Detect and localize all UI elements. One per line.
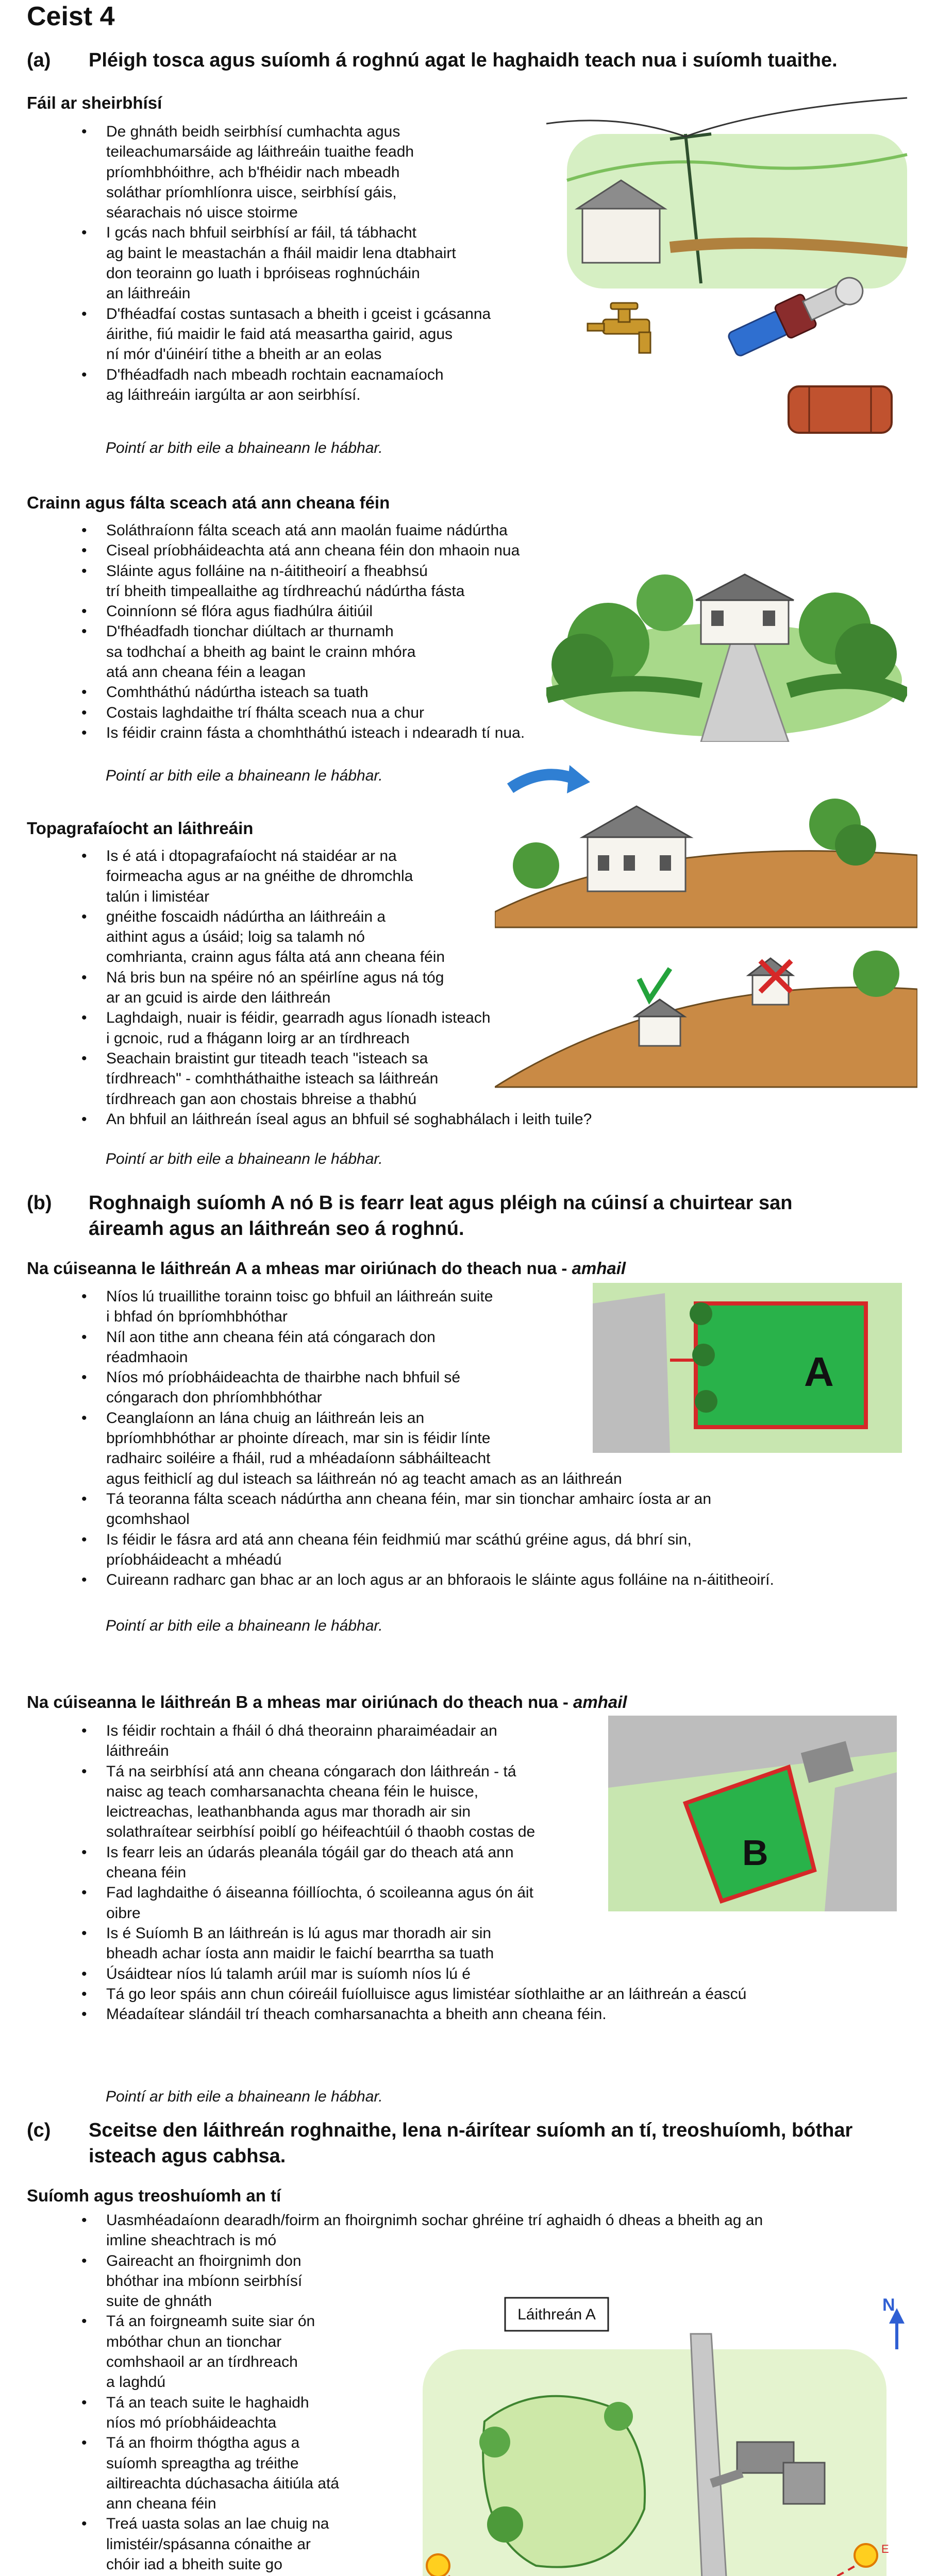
list-item: • I gcás nach bhfuil seirbhísí ar fáil, tá tábhacht ag baint le meastachán a fháil maidir lena dtabhairt don teorainn go luath i bpróiseas roghnúcháin an láithreáin [76, 223, 571, 303]
list-item: • Ceanglaíonn an lána chuig an láithreán leis an bpríomhbhóthar ar phointe díreach, mar sin is féidir línte radhairc soiléire a fháil, rud a mhéadaíonn sábháilteacht agus feithiclí ag dul isteach sa láithreán nó ag teacht amach as an láithreán [76, 1408, 875, 1489]
services-list [76, 122, 571, 405]
list-item: • Úsáidtear níos lú talamh arúil mar is suíomh níos lú é [76, 1964, 875, 1984]
topo-title: Topagrafaíocht an láithreáin [27, 819, 254, 838]
services-note: Pointí ar bith eile a bhaineann le hábhar. [106, 439, 383, 456]
list-item: • Treá uasta solas an lae chuig na limistéir/spásanna cónaithe ar chóir iad a bheith suite go [76, 2514, 875, 2576]
topography-illustration [495, 757, 917, 1128]
list-item: • De ghnáth beidh seirbhísí cumhachta agus teileachumarsáide ag láithreáin tuaithe feadh príomhbhóithre, ach b'fhéidir nach mbeadh soláthar príomhlíonra uisce, seirbhísí gáis, séarachais nó uisce stoirme [76, 122, 571, 223]
list-item: • D'fhéadfadh nach mbeadh rochtain eacnamaíoch ag láithreáin iargúlta ar aon seirbhísí. [76, 365, 571, 405]
list-item: • Ciseal príobháideachta atá ann cheana féin don mhaoin nua [76, 540, 839, 561]
site-a-map [593, 1283, 902, 1453]
list-item: • Coinníonn sé flóra agus fiadhúlra áitiúil [76, 601, 839, 621]
list-item: • Uasmhéadaíonn dearadh/foirm an fhoirgnimh sochar ghréine trí aghaidh ó dheas a bheith ag an imline sheachtrach is mó [76, 2210, 875, 2251]
list-item: • Cuireann radharc gan bhac ar an loch agus ar an bhforaois le sláinte agus folláine na n-áititheoirí. [76, 1570, 875, 1590]
list-item: • Laghdaigh, nuair is féidir, gearradh agus líonadh isteach i gcnoic, rud a fhágann loirg ar an tírdhreach [76, 1008, 839, 1048]
section-b-label: (b) [27, 1192, 52, 1214]
cottage [582, 206, 660, 263]
list-item: • Is féidir crainn fásta a chomhtháthú isteach i ndearadh tí nua. [76, 723, 839, 743]
list-item: • Tá na seirbhísí atá ann cheana cóngarach don láithreán - tá naisc ag teach comharsanachta cheana féin le huisce, leictreachas, leathanbhanda agus mar thoradh air sin solathraítear seirbhísí poiblí go héifeachtúil ó thaobh costas de [76, 1761, 875, 1842]
site-a-plot [696, 1303, 866, 1427]
site-b-title-em: amhail [573, 1692, 627, 1711]
site-b-title-text: Na cúiseanna le láithreán B a mheas mar oiriúnach do theach nua - [27, 1692, 573, 1711]
tank-icon [789, 386, 892, 433]
list-item: • An bhfuil an láithreán íseal agus an bhfuil sé soghabhálach i leith tuile? [76, 1109, 839, 1129]
section-a-heading [27, 47, 903, 73]
list-item: • D'fhéadfadh tionchar diúltach ar thurnamh sa todhchaí a bheith ag baint le crainn mhóra atá ann cheana féin a leagan [76, 621, 839, 682]
site-a-label: A [804, 1349, 834, 1395]
list-item: • Méadaítear slándáil trí theach comharsanachta a bheith ann cheana féin. [76, 2004, 875, 2024]
section-a-text: Pléigh tosca agus suíomh á roghnú agat le haghaidh teach nua i suíomh tuaithe. [89, 49, 838, 71]
compass-n-label: N [882, 2295, 895, 2315]
trees-title: Crainn agus fálta sceach atá ann cheana féin [27, 493, 390, 512]
site-a-title-em: amhail [572, 1259, 626, 1278]
sun-west-icon [427, 2554, 449, 2576]
list-item: • Tá teoranna fálta sceach nádúrtha ann cheana féin, mar sin tionchar amhairc íosta ar an gcomhshaol [76, 1489, 875, 1530]
list-item: • gnéithe foscaidh nádúrtha an láithreáin a aithint agus a úsáid; loig sa talamh nó comhrianta, crainn agus fálta atá ann cheana féin [76, 907, 839, 968]
list-item: • Níl aon tithe ann cheana féin atá cóngarach don réadmhaoin [76, 1327, 875, 1368]
section-a-label: (a) [27, 49, 51, 71]
list-item: • Comhtháthú nádúrtha isteach sa tuath [76, 682, 839, 702]
compass-north-icon [882, 2295, 905, 2349]
topo-note: Pointí ar bith eile a bhaineann le hábhar. [106, 1150, 383, 1167]
section-c-text: Sceitse den láithreán roghnaithe, lena n-áirítear suíomh an tí, treoshuíomh, bóthar isteach agus cabhsa. [89, 2120, 853, 2167]
list-item: • D'fhéadfaí costas suntasach a bheith i gceist i gcásanna áirithe, fiú maidir le faid atá measartha gairid, agus ní mór d'úinéirí tithe a bheith ar an eolas [76, 304, 571, 365]
list-item: • Is é Suíomh B an láithreán is lú agus mar thoradh air sin bheadh achar íosta ann maidir le faichí bearrtha sa tuath [76, 1923, 875, 1964]
hill-lower [495, 987, 917, 1087]
section-c-heading [27, 2117, 903, 2169]
site-a-sketch [402, 2287, 923, 2576]
services-illustration [546, 77, 917, 479]
sun-east-icon [855, 2544, 877, 2567]
check-icon [639, 969, 670, 999]
orientation-title: Suíomh agus treoshuíomh an tí [27, 2186, 281, 2205]
list-item: • Níos lú truaillithe torainn toisc go bhfuil an láithreán suite i bhfad ón bpríomhbhóthar [76, 1286, 875, 1327]
sketch-a-label: Láithreán A [517, 2306, 596, 2323]
trees-note: Pointí ar bith eile a bhaineann le hábhar. [106, 767, 383, 784]
section-b-text: Roghnaigh suíomh A nó B is fearr leat agus pléigh na cúinsí a chuirtear san áireamh agus an láithreán seo á roghnú. [89, 1192, 793, 1240]
services-title: Fáil ar sheirbhísí [27, 93, 162, 112]
list-item: • Ná bris bun na spéire nó an spéirlíne agus ná tóg ar an gcuid is airde den láithreán [76, 968, 839, 1008]
trees-illustration [546, 526, 907, 742]
section-b-heading [27, 1190, 903, 1242]
site-b-note: Pointí ar bith eile a bhaineann le hábhar. [106, 2088, 383, 2105]
sun-e-label: E [881, 2543, 889, 2555]
site-b-title [27, 1691, 627, 1714]
site-b-map [608, 1716, 897, 1911]
list-item: • Tá an teach suite le haghaidh níos mó príobháideachta [76, 2393, 875, 2433]
site-a-title-text: Na cúiseanna le láithreán A a mheas mar oiriúnach do theach nua - [27, 1259, 572, 1278]
list-item: • Is fearr leis an údarás pleanála tógáil gar do theach atá ann cheana féin [76, 1842, 875, 1883]
list-item: • Seachain braistint gur titeadh teach "isteach sa tírdhreach" - comhtháthaithe isteach sa láithreán tírdhreach gan aon chostais bhreise a thabhú [76, 1048, 839, 1109]
list-item: • Is féidir le fásra ard atá ann cheana féin feidhmiú mar scáthú gréine agus, dá bhrí sin, príobháideacht a mhéadú [76, 1530, 875, 1570]
list-item: • Gaireacht an fhoirgnimh don bhóthar ina mbíonn seirbhísí suite de ghnáth [76, 2251, 875, 2312]
wind-arrow-icon [510, 774, 572, 788]
tap-icon [588, 303, 650, 353]
list-item: • Tá go leor spáis ann chun cóireáil fuíolluisce agus limistéar síothlaithe ar an láithreán a éascú [76, 1984, 875, 2004]
site-b-label: B [742, 1833, 768, 1873]
site-a-note: Pointí ar bith eile a bhaineann le hábhar. [106, 1617, 383, 1634]
list-item: • Costais laghdaithe trí fhálta sceach nua a chur [76, 703, 839, 723]
list-item: • Sláinte agus folláine na n-áititheoirí a fheabhsú trí bheith timpeallaithe ag tírdhreachú nádúrtha fásta [76, 561, 839, 602]
page-title: Ceist 4 [27, 2, 115, 31]
section-c-label: (c) [27, 2120, 51, 2141]
list-item: • Is féidir rochtain a fháil ó dhá theorainn pharaiméadair an láithreáin [76, 1721, 875, 1761]
site-a-title [27, 1257, 626, 1280]
list-item: • Tá an foirgneamh suite siar ón mbóthar chun an tionchar comhshaoil ar an tírdhreach a laghdú [76, 2311, 875, 2392]
list-item: • Fad laghdaithe ó áiseanna fóillíochta, ó scoileanna agus ón áit oibre [76, 1883, 875, 1923]
list-item: • Is é atá i dtopagrafaíocht ná staidéar ar na foirmeacha agus ar na gnéithe de dhromchla talún i limistéar [76, 846, 839, 907]
road-shape [593, 1293, 670, 1453]
list-item: • Níos mó príobháideachta de thairbhe nach bhfuil sé cóngarach don phríomhbhóthar [76, 1367, 875, 1408]
list-item: • Soláthraíonn fálta sceach atá ann maolán fuaime nádúrtha [76, 520, 839, 540]
list-item: • Tá an fhoirm thógtha agus a suíomh spreagtha ag tréithe ailtireachta dúchasacha áitiúla atá ann cheana féin [76, 2433, 875, 2514]
